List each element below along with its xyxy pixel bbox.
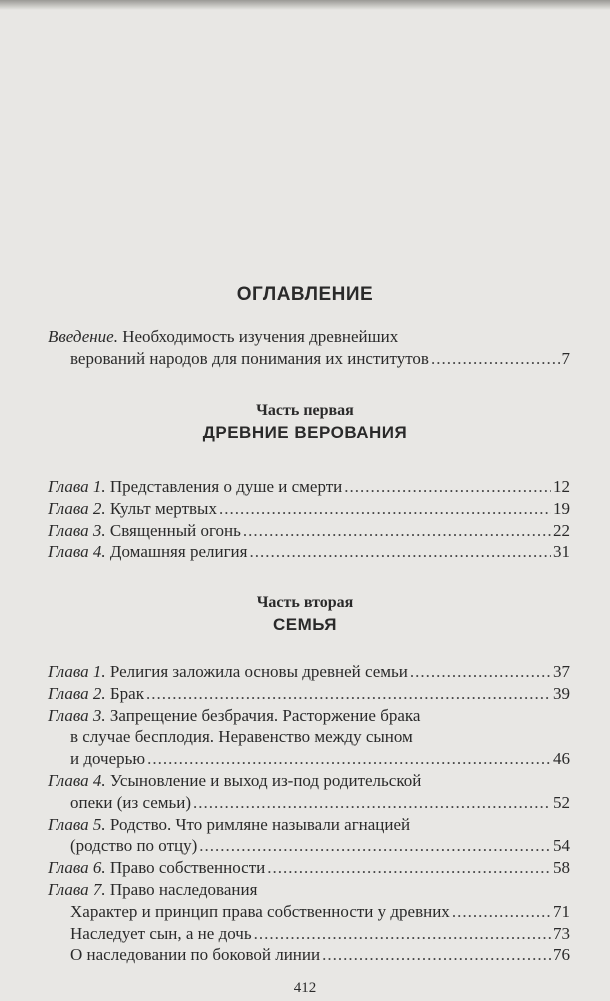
chapter-title: Домашняя религия [109, 542, 248, 562]
part-one-header [0, 402, 610, 443]
chapter-title: Представления о душе и смерти [109, 477, 343, 496]
intro-title-line1: Необходимость изучения древнейших [122, 327, 399, 346]
dot-leader [452, 901, 551, 923]
chapter-label: Глава 6. [48, 858, 106, 878]
page-ref: 22 [553, 520, 570, 540]
chapter-title-cont: опеки (из семьи) [70, 792, 192, 812]
subsection-title: Наследует сын, а не дочь [70, 923, 252, 943]
toc-entry[interactable] [48, 520, 570, 542]
page-ref: 71 [553, 901, 570, 921]
dot-leader [267, 857, 551, 879]
page-ref: 37 [553, 662, 570, 681]
toc-entry[interactable] [48, 705, 570, 727]
chapter-label: Глава 5. [48, 814, 106, 834]
toc-intro [48, 326, 570, 370]
chapter-label: Глава 4. [48, 770, 106, 790]
chapter-label: Глава 4. [48, 542, 106, 562]
toc-entry[interactable] [48, 770, 570, 792]
dot-leader [322, 944, 551, 966]
chapter-label: Глава 2. [48, 683, 106, 703]
toc-entry[interactable] [48, 683, 570, 705]
intro-title-line2: верований народов для понимания их институтов [70, 348, 429, 368]
chapter-title-cont: (родство по отцу) [70, 836, 198, 856]
dot-leader [219, 498, 551, 520]
toc-entry[interactable] [48, 498, 570, 520]
chapter-title-cont: и дочерью [70, 749, 146, 769]
part-label: Часть вторая [256, 594, 354, 611]
chapter-title: Право наследования [109, 879, 258, 899]
part-title: СЕМЬЯ [272, 615, 338, 634]
part-title: ДРЕВНИЕ ВЕРОВАНИЯ [202, 423, 408, 442]
dot-leader [147, 748, 551, 770]
page-top-edge [0, 0, 610, 10]
page-ref: 19 [553, 498, 570, 518]
part-one-chapters [48, 476, 570, 563]
chapter-title-cont: в случае бесплодия. Неравенство между сыном [70, 727, 413, 747]
toc-entry[interactable] [48, 541, 570, 563]
toc-entry[interactable] [48, 879, 570, 901]
subsection-title: О наследовании по боковой линии [70, 945, 321, 965]
chapter-title: Брак [109, 683, 144, 703]
page-ref: 39 [553, 683, 570, 703]
dot-leader [254, 923, 551, 945]
chapter-label: Глава 3. [48, 520, 106, 540]
dot-leader [243, 520, 551, 542]
page-number: 412 [293, 980, 317, 996]
toc-subentry[interactable] [48, 901, 570, 923]
dot-leader [249, 541, 551, 563]
page-ref: 73 [553, 923, 570, 943]
chapter-title: Религия заложила основы древней семьи [109, 662, 408, 681]
dot-leader [199, 835, 551, 857]
page-ref: 12 [553, 477, 570, 496]
page-ref: 54 [553, 836, 570, 856]
toc-subentry[interactable] [48, 944, 570, 966]
chapter-label: Глава 1. [48, 662, 106, 681]
chapter-label: Глава 7. [48, 879, 106, 899]
part-two-chapters [48, 661, 570, 966]
toc-entry[interactable] [48, 857, 570, 879]
chapter-title: Священный огонь [109, 520, 241, 540]
page-ref: 52 [553, 792, 570, 812]
toc-entry[interactable] [48, 661, 570, 683]
toc-subentry[interactable] [48, 923, 570, 945]
dot-leader [344, 476, 551, 498]
part-two-header [0, 594, 610, 635]
dot-leader [431, 348, 560, 370]
dot-leader [146, 683, 551, 705]
toc-entry[interactable] [48, 814, 570, 836]
page-ref: 76 [553, 945, 570, 965]
page-ref: 58 [553, 858, 570, 878]
page-ref: 31 [553, 542, 570, 562]
page-ref: 7 [561, 348, 570, 368]
chapter-title: Усыновление и выход из-под родительской [109, 770, 422, 790]
subsection-title: Характер и принцип права собственности у древних [70, 901, 450, 921]
chapter-title: Родство. Что римляне называли агнацией [109, 814, 411, 834]
chapter-title: Запрещение безбрачия. Расторжение брака [109, 705, 421, 725]
chapter-label: Глава 3. [48, 705, 106, 725]
toc-heading: ОГЛАВЛЕНИЕ [236, 284, 374, 305]
chapter-label: Глава 2. [48, 498, 106, 518]
part-label: Часть первая [256, 402, 354, 419]
chapter-title: Культ мертвых [109, 498, 217, 518]
chapter-label: Глава 1. [48, 477, 106, 496]
intro-label: Введение. [48, 327, 118, 346]
dot-leader [193, 792, 551, 814]
chapter-title: Право собственности [109, 858, 266, 878]
dot-leader [410, 661, 551, 683]
toc-entry[interactable] [48, 476, 570, 498]
page-ref: 46 [553, 749, 570, 769]
